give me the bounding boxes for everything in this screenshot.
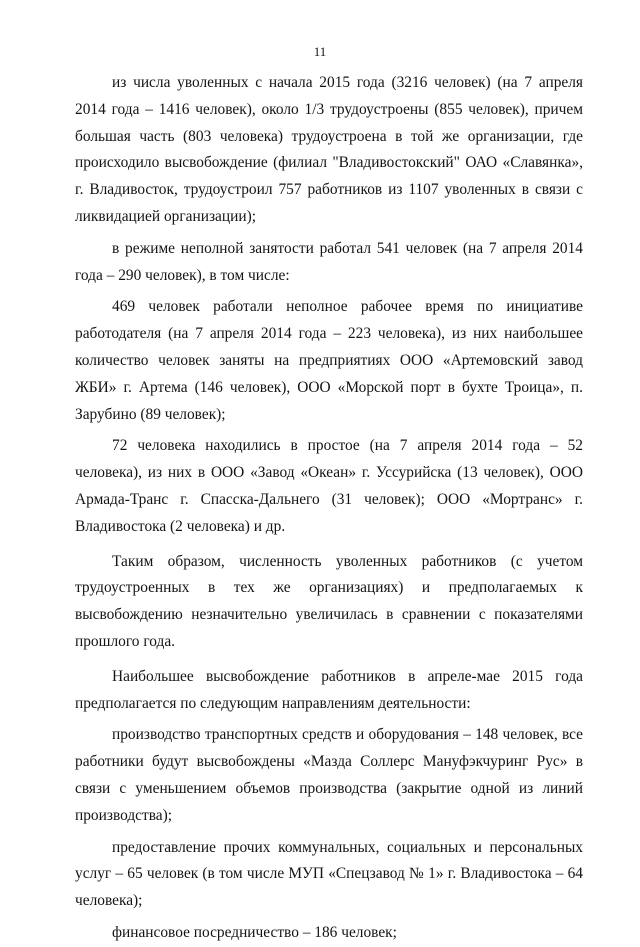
page-body (75, 70, 583, 947)
paragraph-part-time-summary: в режиме неполной занятости работал 541 человек (на 7 апреля 2014 года – 290 человек), в том числе: (75, 239, 583, 284)
paragraph-dismissed-employment: из числа уволенных с начала 2015 года (3216 человек) (на 7 апреля 2014 года – 1416 человек), около 1/3 трудоустроены (855 человек), причем большая часть (803 человека) трудоустроена в той же организации, где происходило высвобождение (филиал "Владивостокский" ОАО «Славянка», г. Владивосток, трудоустроил 757 работников из 1107 уволенных в связи с ликвидацией организации); (75, 74, 583, 225)
paragraph-conclusion: Таким образом, численность уволенных работников (с учетом трудоустроенных в тех же организациях) и предполагаемых к высвобождению незначительно увеличилась в сравнении с показателями прошлого года. (75, 552, 583, 650)
paragraph-planned-release-intro: Наибольшее высвобождение работников в апреле-мае 2015 года предполагается по следующим направлениям деятельности: (75, 667, 583, 712)
paragraph-idle-workers: 72 человека находились в простое (на 7 апреля 2014 года – 52 человека), из них в ООО «Завод «Океан» г. Уссурийска (13 человек), ООО Армада-Транс г. Спасска-Дальнего (31 человек); ООО «Мортранс» г. Владивостока (2 человека) и др. (75, 437, 583, 535)
paragraph-community-services: предоставление прочих коммунальных, социальных и персональных услуг – 65 человек (в том числе МУП «Спецзавод № 1» г. Владивостока – 64 человека); (75, 838, 583, 910)
paragraph-financial-intermediation: финансовое посредничество – 186 человек; (112, 923, 397, 941)
paragraph-employer-initiative: 469 человек работали неполное рабочее время по инициативе работодателя (на 7 апреля 2014 года – 223 человека), из них наибольшее количество человек заняты на предприятиях ООО «Артемовский завод ЖБИ» г. Артема (146 человек), ООО «Морской порт в бухте Троица», п. Зарубино (89 человек); (75, 298, 583, 423)
paragraph-transport-manufacturing: производство транспортных средств и оборудования – 148 человек, все работники будут высвобождены «Мазда Соллерс Мануфэкчуринг Рус» в связи с уменьшением объемов производства (закрытие одной из линий производства); (75, 726, 583, 824)
page-number: 11 (313, 44, 327, 59)
